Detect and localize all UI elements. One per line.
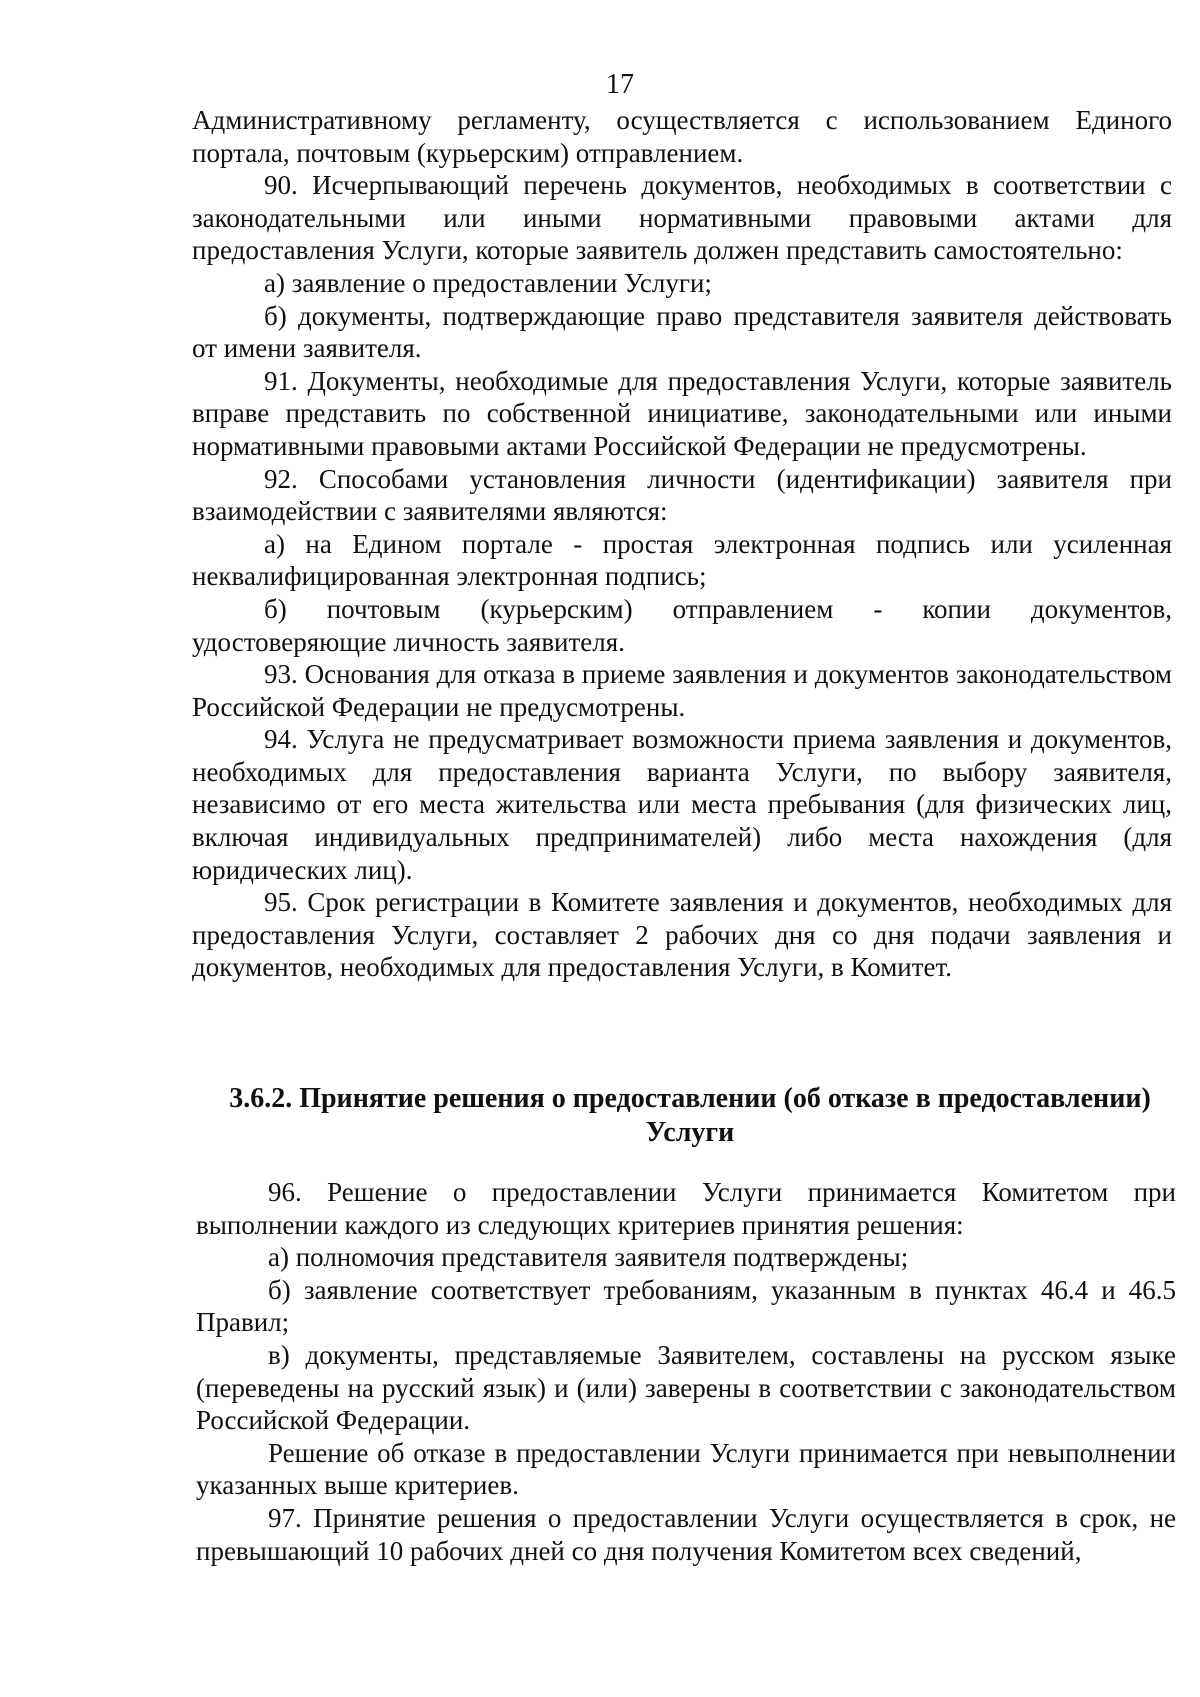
paragraph-91: 91. Документы, необходимые для предоставления Услуги, которые заявитель вправе представить по собственной инициативе, законодательными или иными нормативными правовыми актами Российской Федерации не предусмотрены. <box>192 365 1172 461</box>
paragraph-96b: б) заявление соответствует требованиям, указанным в пунктах 46.4 и 46.5 Правил; <box>196 1274 1176 1338</box>
paragraph-continuation: Административному регламенту, осуществляется с использованием Единого портала, почтовым (курьерским) отправлением. <box>192 105 1172 168</box>
paragraph-92a: а) на Едином портале - простая электронная подпись или усиленная неквалифицированная электронная подпись; <box>192 528 1172 592</box>
paragraph-97: 97. Принятие решения о предоставлении Услуги осуществляется в срок, не превышающий 10 рабочих дней со дня получения Комитетом всех сведений, <box>196 1502 1176 1566</box>
paragraph-96c: в) документы, представляемые Заявителем, составлены на русском языке (переведены на русский язык) и (или) заверены в соответствии с законодательством Российской Федерации. <box>196 1339 1176 1436</box>
paragraph-95: 95. Срок регистрации в Комитете заявления и документов, необходимых для предоставления Услуги, составляет 2 рабочих дня со дня подачи заявления и документов, необходимых для предоставления Услуги, в Комитет. <box>192 887 1172 983</box>
paragraph-90b: б) документы, подтверждающие право представителя заявителя действовать от имени заявителя. <box>192 300 1172 364</box>
paragraph-90: 90. Исчерпывающий перечень документов, необходимых в соответствии с законодательными или иными нормативными правовыми актами для предоставления Услуги, которые заявитель должен представить самостоятельно: <box>192 170 1172 266</box>
paragraph-94: 94. Услуга не предусматривает возможности приема заявления и документов, необходимых для предоставления варианта Услуги, по выбору заявителя, независимо от его места жительства или места пребывания (для физических лиц, включая индивидуальных предпринимателей) либо места нахождения (для юридических лиц). <box>192 724 1172 885</box>
lower-text-block <box>196 1176 1176 1567</box>
section-heading: 3.6.2. Принятие решения о предоставлении (об отказе в предоставлении) Услуги <box>229 1083 1151 1148</box>
upper-text-block <box>192 104 1172 984</box>
page-number: 17 <box>606 69 634 100</box>
paragraph-96a: а) полномочия представителя заявителя подтверждены; <box>268 1242 909 1273</box>
paragraph-96: 96. Решение о предоставлении Услуги принимается Комитетом при выполнении каждого из следующих критериев принятия решения: <box>196 1177 1176 1240</box>
paragraph-refusal: Решение об отказе в предоставлении Услуги принимается при невыполнении указанных выше критериев. <box>196 1437 1176 1501</box>
paragraph-90a: а) заявление о предоставлении Услуги; <box>264 267 712 298</box>
paragraph-93: 93. Основания для отказа в приеме заявления и документов законодательством Российской Федерации не предусмотрены. <box>192 659 1172 722</box>
paragraph-92: 92. Способами установления личности (идентификации) заявителя при взаимодействии с заявителями являются: <box>192 463 1172 527</box>
paragraph-92b: б) почтовым (курьерским) отправлением - копии документов, удостоверяющие личность заявителя. <box>192 593 1172 657</box>
